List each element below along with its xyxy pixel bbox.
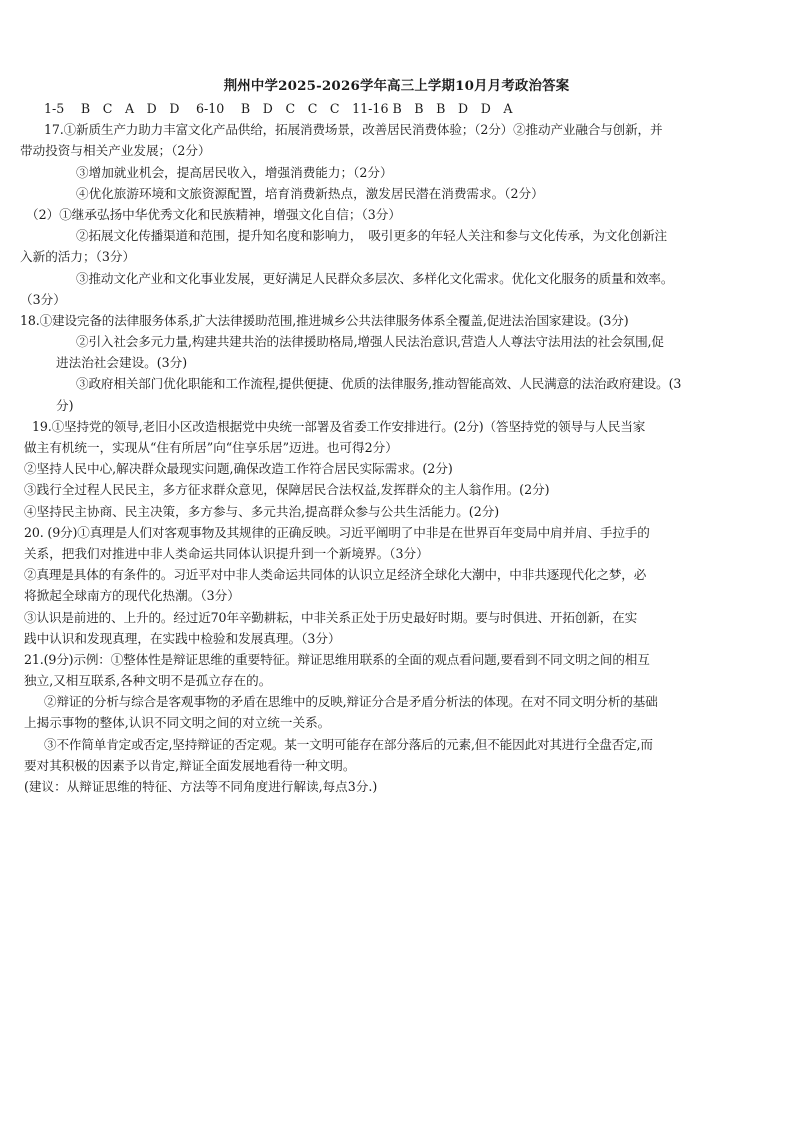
q17-line-8: ③推动文化产业和文化事业发展，更好满足人民群众多层次、多样化文化需求。优化文化服务的质量和效率。 xyxy=(76,270,674,286)
q17-line-6: ②拓展文化传播渠道和范围，提升知名度和影响力， 吸引更多的年轻人关注和参与文化传承，为文化创新注 xyxy=(76,228,668,244)
q17-line-9: （3分） xyxy=(20,291,66,307)
question-18 xyxy=(20,310,772,416)
q21-line-4: 上揭示事物的整体,认识不同文明之间的对立统一关系。 xyxy=(24,715,331,731)
answer-content xyxy=(20,98,772,797)
q17-line-4: ④优化旅游环境和文旅资源配置，培育消费新热点，激发居民潜在消费需求。（2分） xyxy=(76,185,544,201)
q21-line-5: ③不作简单肯定或否定,坚持辩证的否定观。某一文明可能存在部分落后的元素,但不能因此对其进行全盘否定,而 xyxy=(44,736,653,752)
q20-line-3: ②真理是具体的有条件的。习近平对中非人类命运共同体的认识立足经济全球化大潮中，中非共逐现代化之梦，必 xyxy=(24,567,647,583)
q20-line-1: 20. (9分)①真理是人们对客观事物及其规律的正确反映。习近平阐明了中非是在世界百年变局中肩并肩、手拉手的 xyxy=(24,524,650,540)
q18-line-1: 18.①建设完备的法律服务体系,扩大法律援助范围,推进城乡公共法律服务体系全覆盖,促进法治国家建设。(3分) xyxy=(20,312,629,328)
q18-line-2: ②引入社会多元力量,构建共建共治的法律援助格局,增强人民法治意识,营造人人尊法守法用法的社会氛围,促 xyxy=(76,334,664,350)
question-19 xyxy=(20,416,772,522)
q19-line-5: ④坚持民主协商、民主决策，多方参与、多元共治,提高群众参与公共生活能力。(2分) xyxy=(24,503,500,519)
q17-line-3: ③增加就业机会，提高居民收入，增强消费能力；（2分） xyxy=(76,164,393,180)
q21-suggestion: (建议：从辩证思维的特征、方法等不同角度进行解读,每点3分.) xyxy=(24,779,378,794)
q21-line-3: ②辩证的分析与综合是客观事物的矛盾在思维中的反映,辩证分合是矛盾分析法的体现。在对不同文明分析的基础 xyxy=(44,694,658,710)
question-17 xyxy=(20,119,772,310)
q21-line-2: 独立,又相互联系,各种文明不是孤立存在的。 xyxy=(24,673,272,689)
q20-line-2: 关系，把我们对推进中非人类命运共同体认识提升到一个新境界。（3分） xyxy=(24,545,429,561)
q21-line-6: 要对其积极的因素予以肯定,辩证全面发展地看待一种文明。 xyxy=(24,757,356,773)
q19-line-1: 19.①坚持党的领导,老旧小区改造根据党中央统一部署及省委工作安排进行。(2分)（答坚持党的领导与人民当家 xyxy=(32,418,646,434)
q18-line-5: 分) xyxy=(56,397,74,413)
q17-line-5: （2）①继承弘扬中华优秀文化和民族精神，增强文化自信；（3分） xyxy=(26,206,401,222)
q17-line-1: 17.①新质生产力助力丰富文化产品供给，拓展消费场景，改善居民消费体验；（2分）②推动产业融合与创新，并 xyxy=(44,122,663,138)
q17-line-2: 带动投资与相关产业发展；（2分） xyxy=(20,143,211,159)
multiple-choice-answers: 1-5 B C A D D 6-10 B D C C C 11-16 B B B D D A xyxy=(44,101,513,116)
q19-line-3: ②坚持人民中心,解决群众最现实问题,确保改造工作符合居民实际需求。(2分) xyxy=(24,461,453,477)
q17-line-7: 入新的活力；（3分） xyxy=(20,249,136,265)
q20-line-6: 践中认识和发现真理，在实践中检验和发展真理。（3分） xyxy=(24,630,341,646)
question-21 xyxy=(20,649,772,797)
q18-line-3: 进法治社会建设。(3分) xyxy=(56,355,188,371)
q21-line-1: 21.(9分)示例：①整体性是辩证思维的重要特征。辩证思维用联系的全面的观点看问题,要看到不同文明之间的相互 xyxy=(24,651,650,667)
question-20 xyxy=(20,522,772,649)
q19-line-2: 做主有机统一，实现从“住有所居”向“住享乐居”迈进。也可得2分） xyxy=(24,440,398,455)
q19-line-4: ③践行全过程人民民主，多方征求群众意见，保障居民合法权益,发挥群众的主人翁作用。(2分) xyxy=(24,482,550,498)
q18-line-4: ③政府相关部门优化职能和工作流程,提供便捷、优质的法律服务,推动智能高效、人民满意的法治政府建设。(3 xyxy=(76,376,682,392)
q20-line-4: 将掀起全球南方的现代化热潮。（3分） xyxy=(24,588,240,604)
q20-line-5: ③认识是前进的、上升的。经过近70年辛勤耕耘，中非关系正处于历史最好时期。要与时俱进、开拓创新，在实 xyxy=(24,609,638,625)
document-title: 荆州中学2025-2026学年高三上学期10月月考政治答案 xyxy=(223,78,570,94)
